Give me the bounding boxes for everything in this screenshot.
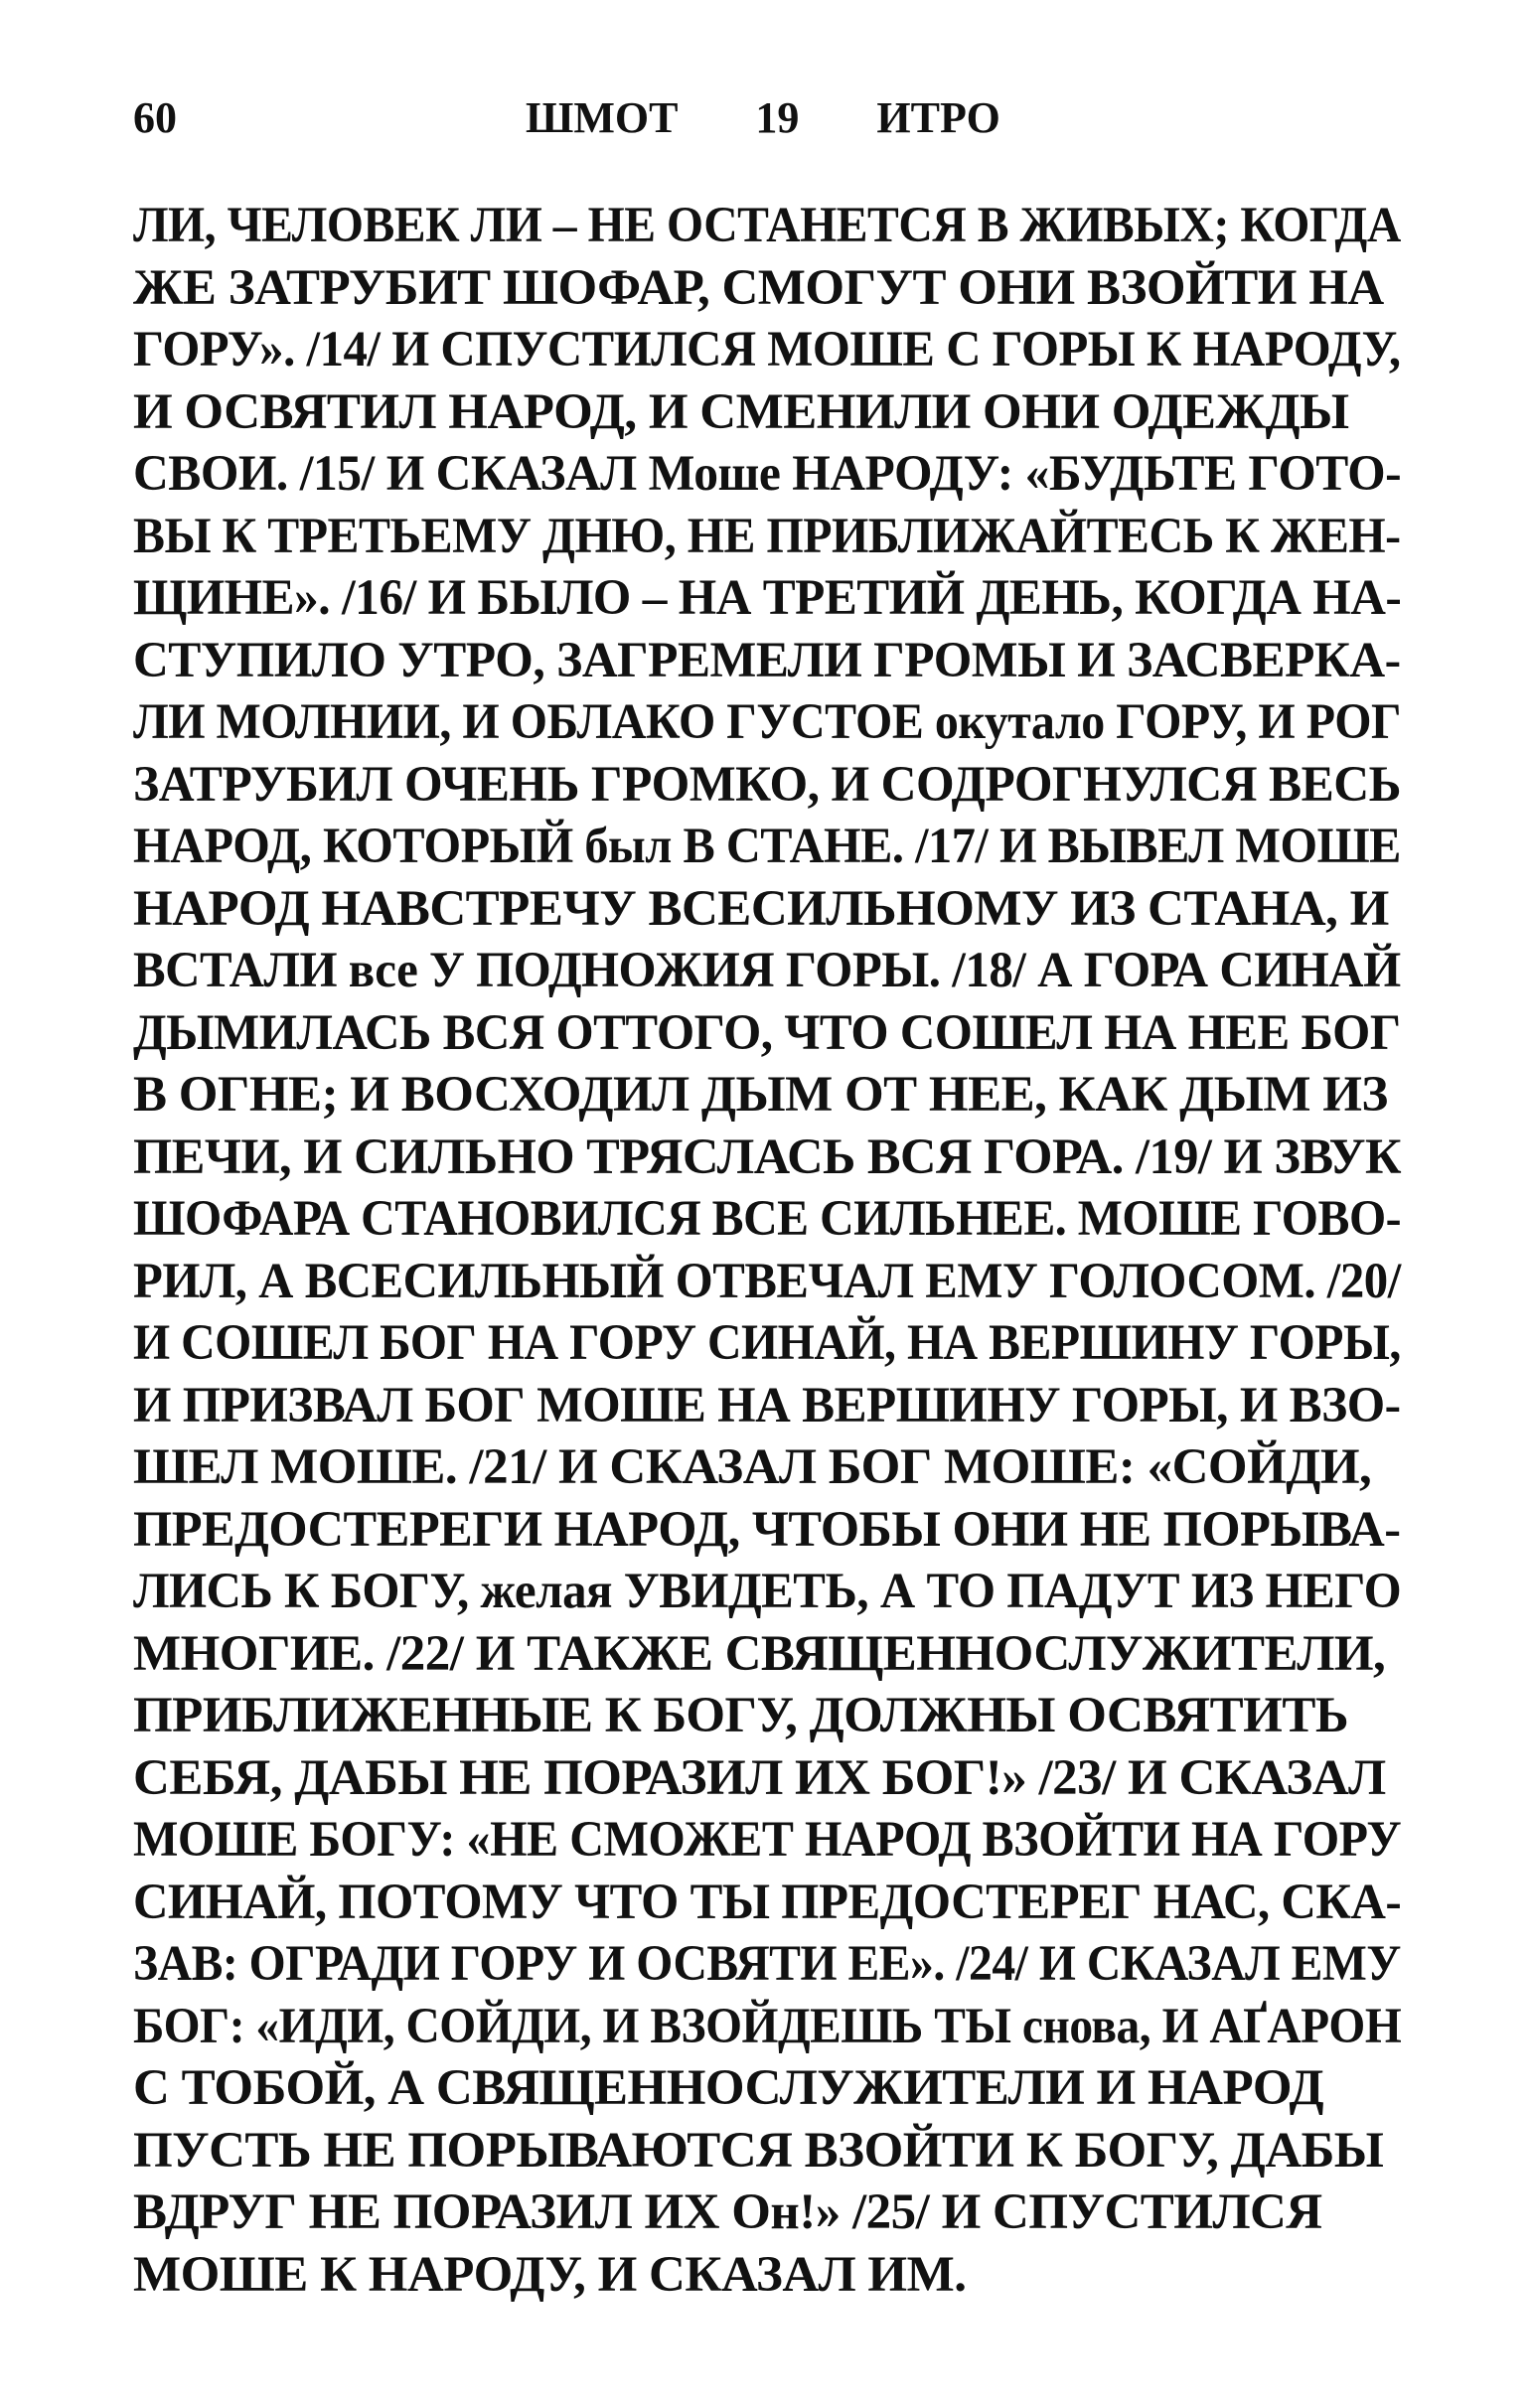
text-line: В ОГНЕ; И ВОСХОДИЛ ДЫМ ОТ НЕЕ, КАК ДЫМ ИЗ bbox=[133, 1067, 1388, 1123]
text-line: И ПРИЗВАЛ БОГ МОШЕ НА ВЕРШИНУ ГОРЫ, И ВЗО- bbox=[133, 1377, 1401, 1433]
text-line: СВОИ. /15/ И СКАЗАЛ Моше НАРОДУ: «БУДЬТЕ ГОТО- bbox=[133, 446, 1402, 502]
text-line: И СОШЕЛ БОГ НА ГОРУ СИНАЙ, НА ВЕРШИНУ ГОРЫ, bbox=[133, 1315, 1401, 1371]
text-line: ПУСТЬ НЕ ПОРЫВАЮТСЯ ВЗОЙТИ К БОГУ, ДАБЫ bbox=[133, 2122, 1384, 2179]
text-line: ЛИСЬ К БОГУ, желая УВИДЕТЬ, А ТО ПАДУТ ИЗ НЕГО bbox=[133, 1564, 1402, 1619]
text-line: ВЫ К ТРЕТЬЕМУ ДНЮ, НЕ ПРИБЛИЖАЙТЕСЬ К ЖЕН- bbox=[133, 508, 1401, 564]
text-line: С ТОБОЙ, А СВЯЩЕННОСЛУЖИТЕЛИ И НАРОД bbox=[133, 2060, 1324, 2116]
text-line: ШЕЛ МОШЕ. /21/ И СКАЗАЛ БОГ МОШЕ: «СОЙДИ, bbox=[133, 1439, 1372, 1495]
text-line: ВСТАЛИ все У ПОДНОЖИЯ ГОРЫ. /18/ А ГОРА СИНАЙ bbox=[133, 943, 1401, 998]
text-line: ПРИБЛИЖЕННЫЕ К БОГУ, ДОЛЖНЫ ОСВЯТИТЬ bbox=[133, 1688, 1349, 1743]
text-line: МОШЕ БОГУ: «НЕ СМОЖЕТ НАРОД ВЗОЙТИ НА ГОРУ bbox=[133, 1812, 1402, 1868]
text-line: ШОФАРА СТАНОВИЛСЯ ВСЕ СИЛЬНЕЕ. МОШЕ ГОВО- bbox=[133, 1191, 1402, 1247]
portion-name: ИТРО bbox=[876, 93, 1000, 142]
body-text bbox=[133, 195, 1401, 2306]
text-line: СЕБЯ, ДАБЫ НЕ ПОРАЗИЛ ИХ БОГ!» /23/ И СКАЗАЛ bbox=[133, 1749, 1386, 1806]
running-head bbox=[133, 83, 1401, 153]
text-line: НАРОД, КОТОРЫЙ был В СТАНЕ. /17/ И ВЫВЕЛ МОШЕ bbox=[133, 819, 1401, 874]
text-line: СИНАЙ, ПОТОМУ ЧТО ТЫ ПРЕДОСТЕРЕГ НАС, СКА- bbox=[133, 1874, 1402, 1930]
text-line: ЖЕ ЗАТРУБИТ ШОФАР, СМОГУТ ОНИ ВЗОЙТИ НА bbox=[133, 259, 1384, 316]
text-line: ГОРУ». /14/ И СПУСТИЛСЯ МОШЕ С ГОРЫ К НАРОДУ, bbox=[133, 322, 1401, 377]
text-line: ПЕЧИ, И СИЛЬНО ТРЯСЛАСЬ ВСЯ ГОРА. /19/ И ЗВУК bbox=[133, 1129, 1402, 1185]
text-line: И ОСВЯТИЛ НАРОД, И СМЕНИЛИ ОНИ ОДЕЖДЫ bbox=[133, 383, 1349, 440]
text-line: ЩИНЕ». /16/ И БЫЛО – НА ТРЕТИЙ ДЕНЬ, КОГДА НА- bbox=[133, 570, 1402, 626]
text-line: ДЫМИЛАСЬ ВСЯ ОТТОГО, ЧТО СОШЕЛ НА НЕЕ БОГ bbox=[133, 1004, 1401, 1061]
page-number: 60 bbox=[133, 93, 177, 142]
text-line: ЗАВ: ОГРАДИ ГОРУ И ОСВЯТИ ЕЕ». /24/ И СКАЗАЛ ЕМУ bbox=[133, 1936, 1401, 1992]
text-line: НАРОД НАВСТРЕЧУ ВСЕСИЛЬНОМУ ИЗ СТАНА, И bbox=[133, 880, 1389, 937]
book-name: ШМОТ bbox=[526, 93, 679, 142]
text-line: ПРЕДОСТЕРЕГИ НАРОД, ЧТОБЫ ОНИ НЕ ПОРЫВА- bbox=[133, 1501, 1401, 1558]
text-line: СТУПИЛО УТРО, ЗАГРЕМЕЛИ ГРОМЫ И ЗАСВЕРКА- bbox=[133, 632, 1401, 688]
text-line: ЗАТРУБИЛ ОЧЕНЬ ГРОМКО, И СОДРОГНУЛСЯ ВЕСЬ bbox=[133, 756, 1402, 813]
text-line: МОШЕ К НАРОДУ, И СКАЗАЛ ИМ. bbox=[133, 2246, 967, 2303]
chapter-number: 19 bbox=[755, 93, 800, 142]
text-line: ВДРУГ НЕ ПОРАЗИЛ ИХ Он!» /25/ И СПУСТИЛСЯ bbox=[133, 2184, 1322, 2240]
text-line: ЛИ МОЛНИИ, И ОБЛАКО ГУСТОЕ окутало ГОРУ, И РОГ bbox=[133, 694, 1402, 750]
text-line: БОГ: «ИДИ, СОЙДИ, И ВЗОЙДЕШЬ ТЫ снова, И АҐАРОН bbox=[133, 1998, 1402, 2054]
text-line: МНОГИЕ. /22/ И ТАКЖЕ СВЯЩЕННОСЛУЖИТЕЛИ, bbox=[133, 1625, 1386, 1682]
text-line: РИЛ, А ВСЕСИЛЬНЫЙ ОТВЕЧАЛ ЕМУ ГОЛОСОМ. /20/ bbox=[133, 1253, 1401, 1309]
text-line: ЛИ, ЧЕЛОВЕК ЛИ – НЕ ОСТАНЕТСЯ В ЖИВЫХ; КОГДА bbox=[133, 198, 1401, 253]
running-title bbox=[526, 83, 1000, 153]
